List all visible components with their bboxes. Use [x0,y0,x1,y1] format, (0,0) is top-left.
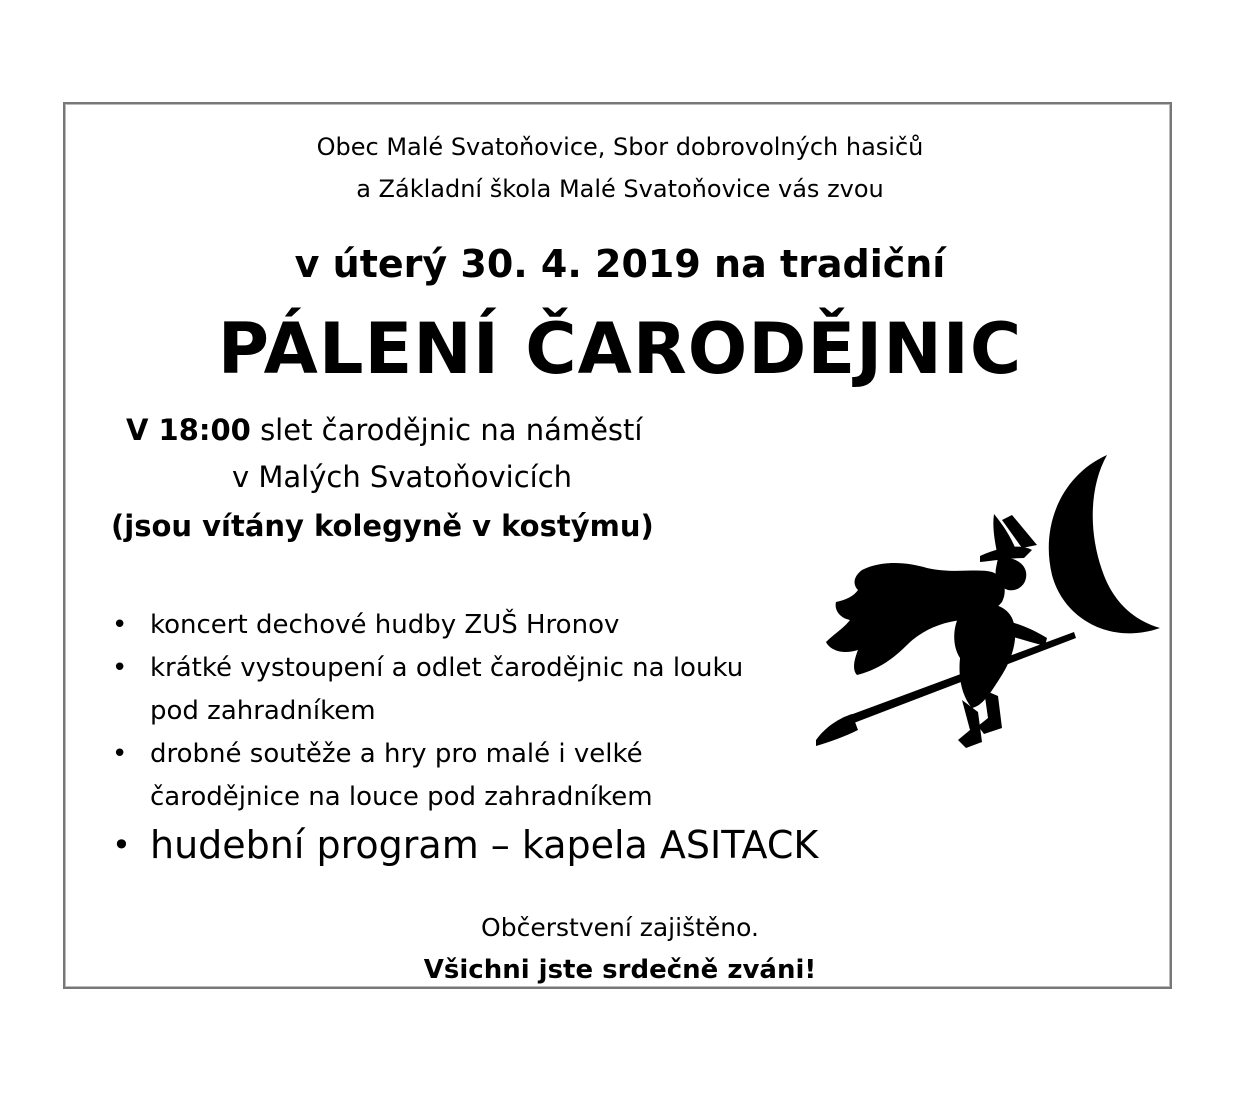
gathering-line-2: v Malých Svatoňovicích [232,460,573,494]
broom-bristles [816,714,858,746]
program-item-text: koncert dechové hudby ZUŠ Hronov [150,610,620,640]
list-item [112,604,770,647]
program-item-text: drobné soutěže a hry pro malé i velké čarodějnice na louce pod zahradníkem [150,739,653,812]
witch-on-broom-with-moon-icon [812,450,1172,760]
organizers-line-2: a Základní škola Malé Svatoňovice vás zvou [356,175,884,203]
event-title: PÁLENÍ ČARODĚJNIC [217,308,1023,390]
bullet-icon: • [112,653,128,683]
list-item [112,647,770,733]
list-item [112,819,970,871]
bullet-icon: • [112,610,128,640]
bullet-icon: • [112,739,128,769]
program-item-text: hudební program – kapela ASITACK [150,823,819,867]
bullet-icon: • [112,826,131,864]
program-item-text: krátké vystoupení a odlet čarodějnic na louku pod zahradníkem [150,653,744,726]
event-date: v úterý 30. 4. 2019 na tradiční [294,242,946,286]
gathering-text: slet čarodějnic na náměstí [250,413,643,447]
list-item [112,733,770,819]
moon-icon [1049,455,1160,633]
invitation-closing: Všichni jste srdečně zváni! [423,955,817,985]
costume-note: (jsou vítány kolegyně v kostýmu) [111,509,654,543]
organizers-line-1: Obec Malé Svatoňovice, Sbor dobrovolných hasičů [316,133,924,161]
gathering-line-1 [126,413,642,447]
refreshments-note: Občerstvení zajištěno. [481,913,759,942]
gathering-time: V 18:00 [126,413,251,447]
